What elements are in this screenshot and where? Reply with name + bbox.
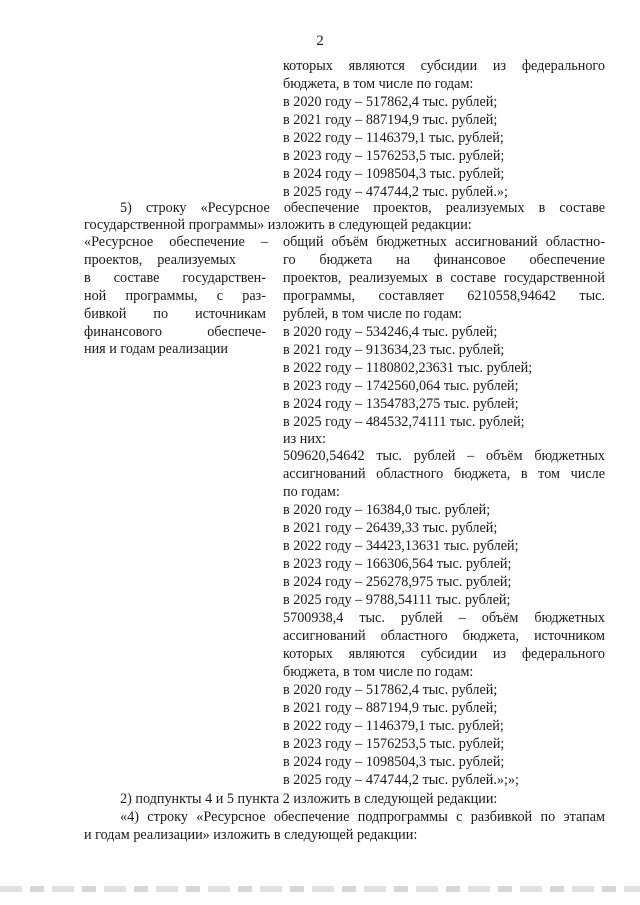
resource-label-line: бивкой по источникам bbox=[84, 306, 266, 322]
paragraph-line: 5) строку «Ресурсное обеспечение проектов, реализуемых в составе bbox=[120, 200, 605, 216]
text-line: которых являются субсидии из федерального bbox=[283, 58, 605, 74]
resource-value-line: программы, составляет 6210558,94642 тыс. bbox=[283, 288, 605, 304]
resource-label-line: «Ресурсное обеспечение – bbox=[84, 234, 268, 250]
resource-value-line: в 2023 году – 1576253,5 тыс. рублей; bbox=[283, 736, 505, 752]
page-number: 2 bbox=[316, 33, 324, 49]
scan-edge-artifact bbox=[0, 886, 640, 892]
resource-value-line: в 2024 году – 1098504,3 тыс. рублей; bbox=[283, 754, 505, 770]
resource-label-line: в составе государствен- bbox=[84, 270, 266, 286]
paragraph-line: и годам реализации» изложить в следующей редакции: bbox=[84, 827, 418, 843]
resource-value-line: в 2021 году – 913634,23 тыс. рублей; bbox=[283, 342, 505, 358]
resource-value-line: го бюджета на финансовое обеспечение bbox=[283, 252, 605, 268]
text-line: бюджета, в том числе по годам: bbox=[283, 76, 474, 92]
resource-value-line: ассигнований областного бюджета, в том числе bbox=[283, 466, 605, 482]
text-line: в 2021 году – 887194,9 тыс. рублей; bbox=[283, 112, 498, 128]
paragraph-line: «4) строку «Ресурсное обеспечение подпрограммы с разбивкой по этапам bbox=[120, 809, 605, 825]
text-line: в 2022 году – 1146379,1 тыс. рублей; bbox=[283, 130, 504, 146]
resource-value-line: в 2025 году – 484532,74111 тыс. рублей; bbox=[283, 414, 525, 430]
resource-value-line: общий объём бюджетных ассигнований областно- bbox=[283, 234, 605, 250]
resource-value-line: 5700938,4 тыс. рублей – объём бюджетных bbox=[283, 610, 605, 626]
resource-value-line: в 2025 году – 9788,54111 тыс. рублей; bbox=[283, 592, 511, 608]
resource-value-line: проектов, реализуемых в составе государственной bbox=[283, 270, 605, 286]
text-line: в 2024 году – 1098504,3 тыс. рублей; bbox=[283, 166, 505, 182]
resource-value-line: 509620,54642 тыс. рублей – объём бюджетных bbox=[283, 448, 605, 464]
resource-value-line: в 2021 году – 26439,33 тыс. рублей; bbox=[283, 520, 498, 536]
resource-value-line: в 2020 году – 517862,4 тыс. рублей; bbox=[283, 682, 498, 698]
paragraph-line: 2) подпункты 4 и 5 пункта 2 изложить в следующей редакции: bbox=[120, 791, 498, 807]
resource-label-line: ной программы, с раз- bbox=[84, 288, 266, 304]
resource-value-line: в 2024 году – 256278,975 тыс. рублей; bbox=[283, 574, 512, 590]
resource-label-line: проектов, реализуемых bbox=[84, 252, 236, 268]
resource-value-line: в 2020 году – 534246,4 тыс. рублей; bbox=[283, 324, 498, 340]
resource-value-line: в 2021 году – 887194,9 тыс. рублей; bbox=[283, 700, 498, 716]
resource-value-line: в 2024 году – 1354783,275 тыс. рублей; bbox=[283, 396, 519, 412]
resource-value-line: в 2025 году – 474744,2 тыс. рублей.»;»; bbox=[283, 772, 519, 788]
resource-value-line: ассигнований областного бюджета, источником bbox=[283, 628, 605, 644]
resource-value-line: в 2022 году – 1146379,1 тыс. рублей; bbox=[283, 718, 504, 734]
resource-value-line: которых являются субсидии из федерального bbox=[283, 646, 605, 662]
resource-value-line: в 2022 году – 34423,13631 тыс. рублей; bbox=[283, 538, 519, 554]
resource-label-line: финансового обеспече- bbox=[84, 324, 266, 340]
resource-label-line: ния и годам реализации bbox=[84, 341, 228, 357]
resource-value-line: в 2023 году – 166306,564 тыс. рублей; bbox=[283, 556, 512, 572]
text-line: в 2020 году – 517862,4 тыс. рублей; bbox=[283, 94, 498, 110]
resource-value-line: рублей, в том числе по годам: bbox=[283, 306, 463, 322]
resource-value-line: по годам: bbox=[283, 484, 340, 500]
resource-value-line: в 2020 году – 16384,0 тыс. рублей; bbox=[283, 502, 491, 518]
text-line: в 2025 году – 474744,2 тыс. рублей.»; bbox=[283, 184, 508, 200]
text-line: в 2023 году – 1576253,5 тыс. рублей; bbox=[283, 148, 505, 164]
paragraph-line: государственной программы» изложить в следующей редакции: bbox=[84, 217, 472, 233]
resource-value-line: в 2023 году – 1742560,064 тыс. рублей; bbox=[283, 378, 519, 394]
resource-value-line: из них: bbox=[283, 431, 326, 447]
resource-value-line: в 2022 году – 1180802,23631 тыс. рублей; bbox=[283, 360, 533, 376]
resource-value-line: бюджета, в том числе по годам: bbox=[283, 664, 474, 680]
